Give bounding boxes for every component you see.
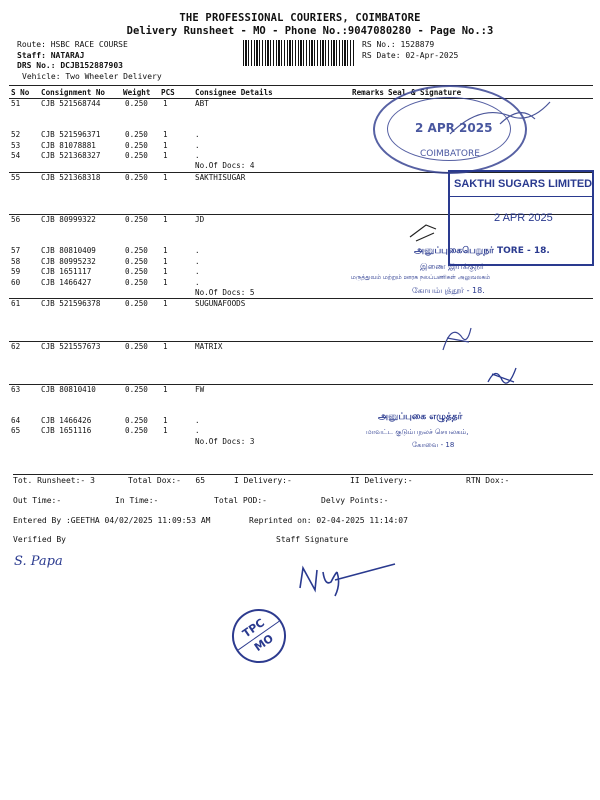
drs-number: DRS No.: DCJB152887903 [17,61,123,70]
cell-sno: 60 [11,277,21,287]
cell-pcs [159,320,193,330]
total-dox: Total Dox:- 65 [128,476,206,485]
cell-weight [121,395,159,405]
cell-remarks [350,384,386,395]
cell-consignee [193,331,350,342]
cell-sno: 62 [9,341,39,352]
cell-consignment-no [39,331,121,342]
staff-label: Staff: NATARAJ [17,50,85,60]
verified-signature: S. Papa [14,554,63,569]
rs-number: RS No.: 1528879 [362,40,435,49]
cell-pcs [159,204,193,215]
col-header-sno: S No [9,86,39,99]
cell-sno: 55 [9,172,39,183]
seal-signature-scribble-1 [440,94,570,144]
cell-pcs: 1 [159,172,193,183]
cell-remarks [350,288,386,299]
cell-sno [9,405,39,415]
cell-remarks [350,172,386,183]
cell-pcs [159,395,193,405]
table-row [9,267,593,277]
col-header-weight: Weight [121,86,159,99]
cell-pcs [159,194,193,204]
cell-weight: 0.250 [125,246,148,256]
cell-sno: 61 [9,299,39,310]
cell-sno [9,161,39,172]
cell-remarks [350,310,386,320]
cell-pcs: 1 [163,415,168,425]
cell-sno [9,437,39,447]
col-header-pcs: PCS [159,86,193,99]
cell-sno [9,352,39,362]
cell-consignee: . [195,426,200,436]
cell-sno: 63 [9,384,39,395]
cell-consignee: . [195,140,200,150]
cell-remarks [350,194,386,204]
cell-pcs: 1 [159,384,193,395]
cell-consignee [193,204,350,215]
cell-weight: 0.250 [125,267,148,277]
col-header-remarks: Remarks [352,87,385,97]
cell-consignment-no [39,194,121,204]
cell-consignee [193,395,350,405]
cell-consignment-no [39,109,121,119]
cell-weight [121,161,159,172]
cell-consignment-no: CJB 521596371 [41,130,101,140]
cell-weight [121,352,159,362]
cell-pcs: 1 [163,246,168,256]
ii-delivery: II Delivery:- [350,476,413,485]
cell-consignee [193,226,350,236]
cell-weight: 0.250 [121,384,159,395]
in-time: In Time:- [115,496,159,505]
cell-consignee: . [195,130,200,140]
barcode [243,40,355,66]
col-header-consignee: Consignee Details [193,86,350,99]
cell-weight [121,194,159,204]
cell-consignee: No.Of Docs: 4 [195,161,255,171]
cell-pcs: 1 [163,267,168,277]
cell-weight [121,120,159,130]
cell-consignment-no: CJB 521568744 [39,99,121,110]
cell-weight: 0.250 [121,99,159,110]
cell-consignment-no [39,288,121,299]
cell-sno [9,363,39,373]
table-row [9,426,593,436]
cell-remarks [350,352,386,362]
cell-consignment-no: CJB 80995232 [41,256,96,266]
cell-seal [386,395,593,405]
cell-consignee: No.Of Docs: 5 [195,288,255,298]
header-left [17,40,162,82]
cell-sno: 57 [11,246,21,256]
tamil-stamp-line4: கோயம்புத்தூர் - 18. [412,286,485,295]
cell-pcs [159,363,193,373]
cell-sno [9,373,39,384]
cell-consignee: . [195,277,200,287]
cell-sno [9,288,39,299]
cell-pcs [159,226,193,236]
cell-consignee: JD [193,215,350,226]
cell-weight [121,331,159,342]
company-title: THE PROFESSIONAL COURIERS, COIMBATORE [179,12,421,24]
cell-weight: 0.250 [121,341,159,352]
cell-pcs: 1 [163,277,168,287]
cell-consignment-no [39,161,121,172]
cell-remarks [350,183,386,193]
cell-weight [121,109,159,119]
cell-sno: 52 [11,130,21,140]
cell-pcs: 1 [163,150,168,160]
cell-consignee [193,373,350,384]
cell-consignment-no [39,352,121,362]
table-row [9,310,593,320]
cell-consignment-no [39,320,121,330]
cell-consignment-no: CJB 521557673 [39,341,121,352]
cell-consignment-no: CJB 1651116 [41,426,92,436]
cell-remarks [350,204,386,215]
cell-consignee [193,363,350,373]
tamil-stamp-line1: அனுப்புகைபெறுநர் [414,246,494,256]
cell-sno [9,183,39,193]
cell-remarks [350,437,386,447]
total-pod: Total POD:- [214,496,267,505]
cell-pcs: 1 [163,130,168,140]
cell-sno [9,194,39,204]
cell-consignee: . [195,415,200,425]
i-delivery: I Delivery:- [234,476,292,485]
cell-seal [386,320,593,330]
tamil2-stamp-line1: அனுப்புகை எழுத்தர் [378,412,463,422]
cell-pcs: 1 [163,256,168,266]
cell-consignee: MATRIX [193,341,350,352]
runsheet-title: Delivery Runsheet - MO - Phone No.:9047080280 - Page No.:3 [126,25,494,37]
cell-consignment-no [39,226,121,236]
cell-weight [121,226,159,236]
cell-pcs: 1 [159,299,193,310]
tpc-mo-stamp [221,598,296,673]
table-row [9,320,593,330]
cell-consignee: . [195,150,200,160]
totals-divider [13,474,593,475]
cell-sno: 65 [11,426,21,436]
table-row [9,278,593,288]
cell-weight [121,236,159,246]
cell-sno: 58 [11,256,21,266]
table-row [9,405,593,415]
col-header-seal: Seal & Signature [386,86,593,99]
cell-consignee [193,236,350,246]
cell-consignment-no [39,120,121,130]
cell-consignment-no: CJB 521596378 [39,299,121,310]
cell-consignee: No.Of Docs: 3 [195,436,255,446]
cell-seal [386,331,593,342]
mo-text: MO [251,631,276,655]
cell-consignee [193,320,350,330]
cell-weight: 0.250 [125,130,148,140]
cell-consignment-no [39,204,121,215]
cell-pcs [159,109,193,119]
cell-weight: 0.250 [121,215,159,226]
staff-signature-mark [295,560,405,600]
cell-consignment-no: CJB 521368327 [41,150,101,160]
cell-remarks [350,236,386,246]
cell-pcs [159,183,193,193]
cell-seal [386,310,593,320]
route-label: Route: HSBC RACE COURSE [17,40,128,49]
cell-consignee: SUGUNAFOODS [193,299,350,310]
cell-pcs [159,352,193,362]
table-row [9,341,593,352]
cell-consignment-no [39,395,121,405]
cell-remarks [350,331,386,342]
cell-weight: 0.250 [125,277,148,287]
cell-consignee [193,194,350,204]
table-row [9,437,593,447]
table-row [9,416,593,426]
cell-consignee: . [195,256,200,266]
cell-consignee [193,405,350,415]
tamil2-stamp-line2: மாவட்ட குடும்பநலச் செயலகம், [366,428,469,436]
tamil-stamp-city: TORE - 18. [496,246,550,256]
seal-signature-scribble-4 [484,362,524,392]
cell-weight: 0.250 [125,150,148,160]
staff-signature-label: Staff Signature [276,535,349,544]
cell-weight [121,437,159,447]
cell-weight [121,320,159,330]
cell-pcs [159,310,193,320]
cell-consignee [193,352,350,362]
cell-pcs: 1 [163,426,168,436]
cell-weight: 0.250 [125,415,148,425]
cell-weight: 0.250 [125,426,148,436]
cell-pcs [159,288,193,299]
cell-consignee [193,109,350,119]
cell-remarks [350,226,386,236]
cell-pcs [159,161,193,172]
table-row [9,331,593,342]
cell-sno [9,320,39,330]
col-header-consignment: Consignment No [39,86,121,99]
cell-consignee: FW [193,384,350,395]
cell-remarks [350,299,386,310]
header-right [362,40,458,61]
cell-sno: 54 [11,150,21,160]
cell-consignee: SAKTHISUGAR [193,172,350,183]
cell-weight [121,373,159,384]
cell-sno: 51 [9,99,39,110]
cell-sno [9,120,39,130]
cell-sno [9,226,39,236]
cell-consignment-no [39,437,121,447]
sakthi-stamp-name: SAKTHI SUGARS LIMITED [454,178,593,190]
cell-consignment-no [39,183,121,193]
cell-consignee: ABT [193,99,350,110]
cell-weight [121,310,159,320]
seal-signature-scribble-2 [406,215,442,245]
verified-by: Verified By [13,535,66,544]
cell-pcs [159,120,193,130]
cell-consignee: . [195,267,200,277]
cell-weight [121,363,159,373]
cell-weight [121,288,159,299]
cell-weight [121,183,159,193]
cell-pcs: 1 [159,341,193,352]
table-row [9,288,593,299]
entered-by: Entered By :GEETHA 04/02/2025 11:09:53 AM [13,516,211,525]
cell-remarks [350,246,386,256]
cell-pcs [159,437,193,447]
out-time: Out Time:- [13,496,62,505]
cell-remarks [350,373,386,384]
cell-weight: 0.250 [125,256,148,266]
cell-seal [386,299,593,310]
cell-consignment-no: CJB 1651117 [41,267,92,277]
seal-signature-scribble-3 [437,320,477,360]
cell-sno: 56 [9,215,39,226]
cell-pcs [159,331,193,342]
tot-runsheet: Tot. Runsheet:- 3 [13,476,95,485]
coimbatore-stamp-city: COIMBATORE [420,149,480,159]
tamil-stamp-line2: இணை இயக்குநர் [420,262,485,271]
cell-consignment-no [39,373,121,384]
cell-sno: 64 [11,415,21,425]
cell-consignee [193,310,350,320]
cell-pcs: 1 [163,140,168,150]
cell-remarks [350,320,386,330]
rtn-dox: RTN Dox:- [466,476,510,485]
cell-weight: 0.250 [121,299,159,310]
cell-consignment-no: CJB 80999322 [39,215,121,226]
cell-pcs [159,373,193,384]
cell-consignment-no: CJB 81078881 [41,140,96,150]
tamil-stamp-line3: மருத்துவம் மற்றும் ஊரக நலப்பணிகள் அலுவலகம் [351,274,491,281]
cell-remarks [350,161,386,172]
table-row [9,395,593,405]
cell-pcs: 1 [159,215,193,226]
cell-remarks [350,215,386,226]
cell-consignment-no: CJB 80810410 [39,384,121,395]
cell-pcs [159,236,193,246]
cell-consignee [193,183,350,193]
cell-consignment-no: CJB 80810409 [41,246,96,256]
cell-remarks [350,395,386,405]
cell-consignment-no: CJB 1466426 [41,415,92,425]
tamil2-stamp-line3: கோவை - 18 [412,441,455,449]
cell-sno [9,310,39,320]
reprinted-on: Reprinted on: 02-04-2025 11:14:07 [249,516,408,525]
cell-sno: 53 [11,140,21,150]
cell-remarks [350,363,386,373]
cell-seal [386,341,593,352]
cell-consignee [193,120,350,130]
cell-sno [9,331,39,342]
cell-consignee: . [195,246,200,256]
cell-weight: 0.250 [125,140,148,150]
cell-sno: 59 [11,267,21,277]
cell-consignment-no: CJB 1466427 [41,277,92,287]
cell-remarks [350,99,386,110]
cell-weight [121,204,159,215]
cell-pcs [159,405,193,415]
cell-consignment-no [39,363,121,373]
cell-weight [121,405,159,415]
sakthi-stamp-date: 2 APR 2025 [494,212,553,224]
cell-weight: 0.250 [121,172,159,183]
table-row [9,299,593,310]
vehicle-label: Vehicle: Two Wheeler Delivery [22,71,162,81]
cell-consignment-no: CJB 521368318 [39,172,121,183]
cell-sno [9,395,39,405]
coimbatore-stamp-date: 2 APR 2025 [415,121,493,135]
cell-remarks [350,151,386,161]
cell-consignment-no [39,405,121,415]
tpc-text: TPC [240,616,267,641]
cell-sno [9,109,39,119]
cell-remarks [350,341,386,352]
cell-consignment-no [39,310,121,320]
rs-date: RS Date: 02-Apr-2025 [362,50,459,60]
cell-sno [9,236,39,246]
cell-remarks [350,257,386,267]
cell-consignment-no [39,236,121,246]
delvy-points: Delvy Points:- [321,496,389,505]
tamil-stamp-title [414,246,550,257]
cell-sno [9,204,39,215]
cell-pcs: 1 [159,99,193,110]
